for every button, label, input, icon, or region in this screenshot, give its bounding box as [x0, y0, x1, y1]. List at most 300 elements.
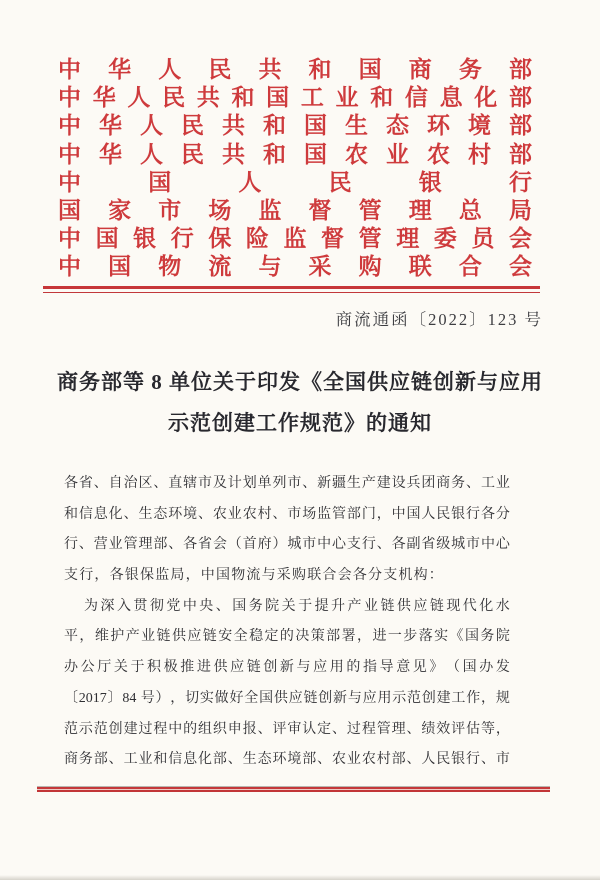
glyph: 业 [346, 752, 361, 768]
glyph: 和 [231, 85, 255, 111]
document-reference-number: 商流通函〔2022〕123 号 [335, 310, 543, 329]
glyph: 、 [317, 752, 332, 768]
glyph: 效 [436, 721, 451, 737]
glyph: 于 [298, 598, 313, 614]
glyph: 自 [108, 476, 123, 491]
glyph: 国 [108, 254, 132, 280]
glyph: 境 [287, 752, 302, 768]
glyph: 人 [421, 506, 436, 522]
glyph: 化 [198, 752, 213, 768]
glyph: 省 [421, 537, 436, 553]
glyph: 生 [345, 113, 368, 139]
glyph: 人 [421, 752, 436, 768]
glyph: 应 [230, 660, 245, 676]
glyph: 业 [495, 476, 510, 491]
glyph: 发 [495, 660, 510, 676]
glyph: 国 [95, 226, 119, 252]
glyph: 人 [127, 85, 151, 111]
glyph: 华 [108, 57, 132, 83]
glyph: 部 [508, 85, 532, 111]
glyph: 物 [158, 254, 182, 280]
glyph: 84 [122, 690, 140, 706]
glyph: 计 [227, 476, 242, 491]
letterhead-line [58, 197, 532, 225]
glyph: 链 [246, 660, 261, 676]
glyph: 国 [148, 169, 172, 195]
bottom-rule-red-bottom [37, 790, 550, 792]
glyph: 管 [332, 506, 347, 522]
glyph: 场 [208, 198, 232, 224]
glyph: 新 [333, 690, 348, 706]
glyph: 进 [196, 660, 211, 676]
glyph: 中 [58, 141, 81, 167]
glyph: 建 [123, 721, 138, 737]
glyph: 创 [421, 690, 436, 706]
glyph: 行 [361, 537, 376, 553]
glyph: 国 [464, 629, 479, 645]
glyph: 公 [80, 660, 95, 676]
glyph: 积 [147, 660, 162, 676]
glyph: 国 [304, 113, 327, 139]
glyph: 环 [427, 113, 450, 139]
glyph: ） [155, 690, 170, 706]
glyph: 评 [451, 721, 466, 737]
glyph: 兵 [406, 476, 421, 491]
body-line [64, 684, 510, 715]
glyph: 供 [171, 629, 186, 645]
glyph: 农 [332, 752, 347, 768]
glyph: 国 [259, 690, 274, 706]
glyph: 员 [471, 226, 495, 252]
glyph: ） [272, 537, 287, 553]
glyph: 民 [208, 57, 232, 83]
glyph: 城 [287, 537, 302, 553]
glyph: 工 [451, 690, 466, 706]
glyph: 院 [265, 598, 280, 614]
glyph: 农 [427, 141, 450, 167]
glyph: 和 [308, 57, 332, 83]
glyph: 部 [302, 752, 317, 768]
glyph: ， [357, 629, 372, 645]
glyph: 2017 [78, 690, 107, 706]
glyph: 应 [362, 690, 377, 706]
glyph: 党 [166, 598, 181, 614]
glyph: 生 [242, 752, 257, 768]
letterhead-line [58, 169, 532, 197]
glyph: 和 [64, 506, 78, 522]
glyph: 产 [361, 476, 376, 491]
glyph: 、 [406, 752, 421, 768]
glyph: 创 [108, 721, 123, 737]
glyph: 区 [138, 476, 153, 491]
glyph: 步 [403, 629, 418, 645]
glyph: 水 [495, 598, 510, 614]
glyph: 导 [379, 660, 394, 676]
glyph: 务 [78, 752, 93, 768]
glyph: 国 [266, 85, 290, 111]
glyph: 中 [182, 598, 197, 614]
glyph: 营 [93, 537, 108, 553]
glyph: 民 [162, 85, 186, 111]
glyph: 稳 [249, 629, 264, 645]
glyph: 商 [64, 752, 78, 768]
glyph: 定 [264, 629, 279, 645]
glyph: 监 [258, 198, 282, 224]
glyph: 维 [94, 629, 109, 645]
glyph: 程 [153, 721, 168, 737]
glyph: 市 [287, 506, 302, 522]
glyph: 一 [387, 629, 402, 645]
glyph: 态 [257, 752, 272, 768]
glyph: 创 [263, 660, 278, 676]
glyph: 团 [421, 476, 436, 491]
glyph: 国 [232, 598, 247, 614]
glyph: 委 [433, 226, 457, 252]
glyph: 中 [317, 537, 332, 553]
glyph: 工 [480, 476, 495, 491]
glyph: 监 [283, 226, 307, 252]
glyph: ， [495, 721, 510, 737]
glyph: 行 [508, 169, 532, 195]
glyph: 行 [64, 537, 78, 553]
glyph: 审 [287, 721, 302, 737]
body-line [64, 715, 510, 746]
glyph: 》 [429, 660, 444, 676]
glyph: 央 [199, 598, 214, 614]
glyph: 及 [212, 476, 227, 491]
glyph: 务 [248, 598, 263, 614]
scan-bottom-edge [0, 875, 600, 880]
glyph: 心 [332, 537, 347, 553]
glyph: 部 [509, 113, 532, 139]
glyph: 示 [78, 721, 93, 737]
glyph: 定 [317, 721, 332, 737]
glyph: 合 [458, 254, 482, 280]
glyph: 彻 [149, 598, 164, 614]
glyph: 民 [436, 506, 451, 522]
glyph: 产 [347, 598, 362, 614]
document-body [64, 469, 510, 776]
glyph: 链 [429, 598, 444, 614]
body-line: 支行，各银保监局，中国物流与采购联合会各分支机构： [64, 568, 444, 584]
glyph: 市 [495, 752, 510, 768]
glyph: 市 [302, 537, 317, 553]
glyph: 链 [202, 629, 217, 645]
glyph: 局 [508, 198, 532, 224]
glyph: 环 [168, 506, 183, 522]
glyph: 管 [358, 198, 382, 224]
glyph: 行 [170, 226, 194, 252]
glyph: 和 [370, 85, 394, 111]
glyph: 人 [238, 169, 262, 195]
glyph: 应 [413, 598, 428, 614]
glyph: 信 [78, 506, 93, 522]
glyph: 中 [168, 721, 183, 737]
glyph: 银 [133, 226, 157, 252]
glyph: 、 [257, 721, 272, 737]
glyph: 办 [479, 660, 494, 676]
letterhead-line [58, 112, 532, 140]
glyph: 中 [391, 506, 406, 522]
glyph: 应 [187, 629, 202, 645]
glyph: 各 [480, 506, 495, 522]
glyph: 境 [183, 506, 198, 522]
letterhead-agency-list [58, 56, 532, 282]
glyph: 指 [362, 660, 377, 676]
glyph: 中 [58, 85, 81, 111]
glyph: 国 [406, 506, 421, 522]
glyph: 代 [462, 598, 477, 614]
glyph: 农 [361, 752, 376, 768]
glyph: 部 [93, 752, 108, 768]
glyph: 、 [168, 537, 183, 553]
glyph: 联 [408, 254, 432, 280]
glyph: 市 [466, 537, 481, 553]
glyph: 链 [303, 690, 318, 706]
glyph: 管 [123, 537, 138, 553]
glyph: 会 [508, 254, 532, 280]
glyph: 过 [138, 721, 153, 737]
glyph: 各 [64, 476, 78, 491]
glyph: 家 [108, 198, 132, 224]
glyph: 行 [466, 752, 481, 768]
glyph: 推 [180, 660, 195, 676]
glyph: 国 [462, 660, 477, 676]
glyph: 单 [257, 476, 272, 491]
glyph: 会 [212, 537, 227, 553]
glyph: 民 [181, 141, 204, 167]
glyph: 号 [140, 690, 155, 706]
glyph: 见 [412, 660, 427, 676]
glyph: 部 [509, 141, 532, 167]
glyph: 信 [168, 752, 183, 768]
glyph: 贯 [133, 598, 148, 614]
glyph: 平 [64, 629, 78, 645]
glyph: 和 [263, 113, 286, 139]
glyph: 态 [386, 113, 409, 139]
glyph: 治 [123, 476, 138, 491]
glyph: 华 [99, 113, 122, 139]
glyph: 华 [92, 85, 116, 111]
glyph: 理 [391, 721, 406, 737]
glyph: 、 [108, 752, 123, 768]
glyph: 范 [407, 690, 422, 706]
glyph: 务 [480, 629, 495, 645]
glyph: 疆 [332, 476, 347, 491]
glyph: 落 [418, 629, 433, 645]
glyph: 理 [396, 226, 420, 252]
glyph: 、 [215, 598, 230, 614]
glyph: 做 [214, 690, 229, 706]
glyph: 中 [58, 57, 81, 83]
glyph: 息 [93, 506, 108, 522]
glyph: 链 [380, 598, 395, 614]
letterhead-divider-rule [43, 286, 540, 293]
glyph: 升 [331, 598, 346, 614]
glyph: 村 [257, 506, 272, 522]
glyph: 、 [153, 476, 168, 491]
glyph: 供 [396, 598, 411, 614]
glyph: 范 [93, 721, 108, 737]
glyph: 直 [168, 476, 183, 491]
glyph: 新 [279, 660, 294, 676]
glyph: 华 [99, 141, 122, 167]
glyph: 中 [480, 537, 495, 553]
glyph: 生 [138, 506, 153, 522]
glyph: 意 [396, 660, 411, 676]
glyph: 等 [480, 721, 495, 737]
glyph: 民 [181, 113, 204, 139]
glyph: 保 [208, 226, 232, 252]
glyph: 办 [64, 660, 78, 676]
glyph: 策 [310, 629, 325, 645]
glyph: 织 [212, 721, 227, 737]
glyph: （ [446, 660, 461, 676]
glyph: 、 [78, 537, 93, 553]
glyph: 供 [213, 660, 228, 676]
glyph: 化 [108, 506, 123, 522]
glyph: 规 [495, 690, 510, 706]
glyph: 认 [302, 721, 317, 737]
document-title [30, 362, 570, 444]
glyph: 业 [363, 598, 378, 614]
glyph: 分 [495, 506, 510, 522]
glyph: 各 [391, 537, 406, 553]
glyph: 决 [295, 629, 310, 645]
glyph: 应 [288, 690, 303, 706]
glyph: 生 [346, 476, 361, 491]
glyph: 村 [468, 141, 491, 167]
glyph: 、 [376, 537, 391, 553]
glyph: 报 [242, 721, 257, 737]
glyph: 组 [198, 721, 213, 737]
glyph: 入 [116, 598, 131, 614]
glyph: 副 [406, 537, 421, 553]
glyph: ， [376, 506, 391, 522]
glyph: 院 [495, 629, 510, 645]
glyph: 部 [391, 752, 406, 768]
glyph: 国 [304, 141, 327, 167]
glyph: 国 [58, 198, 81, 224]
glyph: 市 [198, 476, 213, 491]
glyph: 农 [212, 506, 227, 522]
glyph: 险 [245, 226, 269, 252]
glyph: 采 [308, 254, 332, 280]
glyph: 深 [100, 598, 115, 614]
glyph: 息 [439, 85, 463, 111]
glyph: 与 [347, 690, 362, 706]
glyph: 厅 [97, 660, 112, 676]
glyph: 流 [208, 254, 232, 280]
letterhead-line [58, 141, 532, 169]
glyph: （ [227, 537, 242, 553]
glyph: 部 [153, 537, 168, 553]
glyph: 管 [358, 226, 382, 252]
glyph: 业 [335, 85, 359, 111]
glyph: 列 [272, 476, 287, 491]
glyph: 部 [346, 506, 361, 522]
glyph: 管 [376, 721, 391, 737]
glyph: 理 [138, 537, 153, 553]
glyph: 署 [341, 629, 356, 645]
glyph: 商 [436, 476, 451, 491]
glyph: 作 [466, 690, 481, 706]
glyph: 实 [199, 690, 214, 706]
glyph: 《 [449, 629, 464, 645]
body-line [64, 469, 510, 500]
glyph: 现 [446, 598, 461, 614]
glyph: 共 [222, 113, 245, 139]
glyph: ， [170, 690, 185, 706]
glyph: 创 [318, 690, 333, 706]
glyph: 化 [479, 598, 494, 614]
glyph: 中 [58, 254, 81, 280]
glyph: 业 [138, 752, 153, 768]
glyph: 省 [78, 476, 93, 491]
glyph: 共 [258, 57, 282, 83]
glyph: 范 [64, 721, 78, 737]
title-line-2: 示范创建工作规范》的通知 [168, 411, 432, 435]
glyph: 业 [227, 506, 242, 522]
glyph: 的 [183, 721, 198, 737]
letterhead-line [58, 253, 532, 281]
glyph: 设 [391, 476, 406, 491]
glyph: 与 [296, 660, 311, 676]
glyph: 中 [58, 113, 81, 139]
glyph: 〕 [107, 690, 122, 706]
glyph: 督 [321, 226, 345, 252]
glyph: ， [481, 690, 496, 706]
glyph: 各 [183, 537, 198, 553]
body-line [64, 622, 510, 653]
glyph: 商 [408, 57, 432, 83]
glyph: 村 [376, 752, 391, 768]
glyph: 业 [108, 537, 123, 553]
glyph: 民 [436, 752, 451, 768]
glyph: 购 [358, 254, 382, 280]
glyph: 息 [183, 752, 198, 768]
glyph: 产 [125, 629, 140, 645]
glyph: 建 [376, 476, 391, 491]
glyph: 银 [451, 752, 466, 768]
glyph: 全 [233, 629, 248, 645]
glyph: 评 [272, 721, 287, 737]
glyph: 和 [153, 752, 168, 768]
letterhead-line [58, 225, 532, 253]
glyph: 工 [123, 752, 138, 768]
glyph: 、 [302, 476, 317, 491]
glyph: 链 [156, 629, 171, 645]
glyph: 护 [110, 629, 125, 645]
glyph: 、 [332, 721, 347, 737]
glyph: 极 [163, 660, 178, 676]
glyph: 行 [466, 506, 481, 522]
glyph: 好 [229, 690, 244, 706]
glyph: 信 [404, 85, 428, 111]
title-line-1: 商务部等 8 单位关于印发《全国供应链创新与应用 [57, 370, 543, 394]
glyph: 的 [346, 660, 361, 676]
divider-thin-line [43, 292, 540, 294]
glyph: 务 [458, 57, 482, 83]
glyph: 新 [317, 476, 332, 491]
glyph: 用 [329, 660, 344, 676]
glyph: 心 [495, 537, 510, 553]
glyph: 理 [408, 198, 432, 224]
glyph: 人 [140, 141, 163, 167]
glyph: 中 [58, 169, 81, 195]
glyph: 、 [406, 721, 421, 737]
glyph: 化 [474, 85, 498, 111]
